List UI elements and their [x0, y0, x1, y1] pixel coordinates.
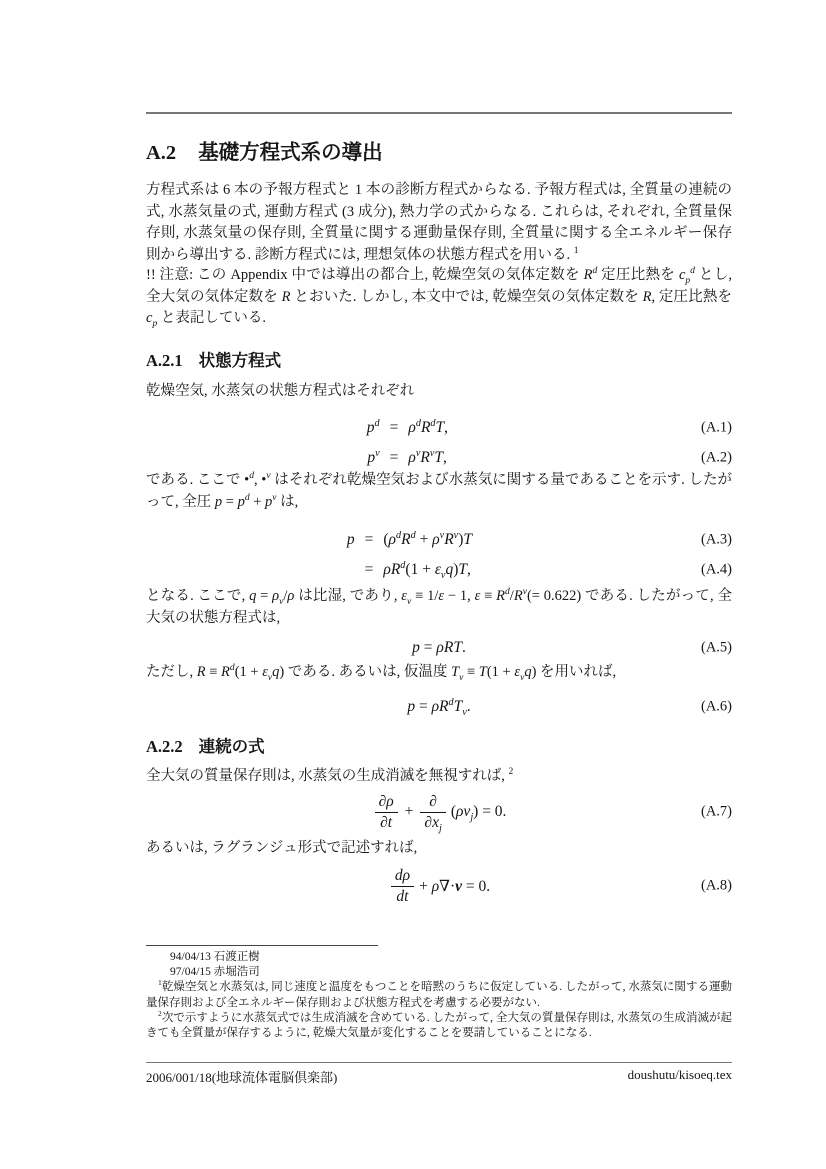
- footnote-rule: [146, 945, 378, 946]
- equation-body: $p = \rho R^dT_v$.: [407, 696, 471, 719]
- equals-sign: =: [389, 419, 399, 436]
- footnote-date-2: 97/04/15 赤堀浩司: [170, 966, 260, 979]
- equation-lhs: p: [346, 531, 355, 548]
- paragraph-note: !! 注意: この Appendix 中では導出の都合上, 乾燥空気の気体定数を $R^d$ 定圧比熱を $c_p^d$ とし, 全大気の気体定数を R とおいた. しかし, 本文中では, 乾燥空気の気体定数を R, 定圧比熱を $c_p$ と表記している.: [146, 265, 733, 330]
- equation-a4: [146, 555, 732, 585]
- paragraph-r-def: ただし, $R \equiv R^d(1 + \varepsilon_vq)$ である. あるいは, 仮温度 $T_v \equiv T(1 + \varepsilon_vq)$ を用いれば,: [146, 662, 617, 683]
- footer-left: 2006/001/18(地球流体電脳倶楽部): [146, 1070, 338, 1085]
- equation-tail: + ρ∇·v = 0.: [419, 877, 491, 895]
- equation-number: (A.2): [700, 449, 732, 466]
- section-title: 基礎方程式系の導出: [198, 142, 383, 164]
- footnote-1: $^1$乾燥空気と水蒸気は, 同じ速度と温度をもつことを暗黙のうちに仮定している. したがって, 水蒸気に関する運動量保存則および全エネルギー保存則および状態方程式を考慮する必要がない.: [146, 978, 732, 1009]
- equation-a1: [146, 413, 732, 443]
- section-heading-a21: [146, 350, 732, 372]
- section-heading-a22: [146, 736, 732, 758]
- paragraph-lagrange-intro: あるいは, ラグランジュ形式で記述すれば,: [146, 840, 418, 856]
- equation-number: (A.1): [700, 419, 732, 436]
- equation-body: p = ρRT.: [412, 639, 466, 656]
- fraction-denominator: dt: [396, 887, 409, 905]
- equation-number: (A.4): [700, 561, 732, 578]
- fraction: [420, 793, 445, 832]
- equation-rhs: $\rho^dR^dT$,: [408, 417, 449, 436]
- equation-a5: [146, 633, 732, 663]
- section-title: 連続の式: [198, 737, 265, 756]
- equation-a2: [146, 443, 732, 473]
- equation-a8: [146, 860, 732, 912]
- equals-sign: =: [364, 531, 374, 548]
- section-number: A.2: [146, 142, 177, 164]
- plus-sign: +: [404, 803, 414, 820]
- equation-a6: [146, 692, 732, 722]
- section-title: 状態方程式: [198, 351, 282, 370]
- equation-lhs: $p^d$: [366, 417, 380, 436]
- fraction: [375, 793, 398, 832]
- footnotes-block: [146, 945, 732, 1041]
- paragraph-intro: 方程式系は 6 本の予報方程式と 1 本の診断方程式からなる. 予報方程式は, 全質量の連続の式, 水蒸気量の式, 運動方程式 (3 成分), 熱力学の式からなる. これらは, それぞれ, 全質量保存則, 水蒸気量の保存則, 全質量に関する運動量保存則, 全質量に関する全エネルギー保存則から導出する. 診断方程式には, 理想気体の状態方程式を用いる. $^1$: [146, 182, 732, 263]
- section-heading-a2: [146, 140, 732, 166]
- fraction-denominator: ∂t: [380, 813, 393, 831]
- footnote-date-1: 94/04/13 石渡正樹: [170, 951, 260, 963]
- equation-rhs: $\rho R^d(1 + \varepsilon_vq)T$,: [383, 559, 471, 582]
- equation-tail: $(\rho v_j) = 0$.: [450, 803, 507, 824]
- equals-sign: =: [364, 561, 374, 578]
- equation-number: (A.5): [700, 639, 732, 656]
- fraction-numerator: ∂ρ: [375, 793, 398, 813]
- equation-a7: [146, 786, 732, 838]
- paragraph-continuity-intro: 全大気の質量保存則は, 水蒸気の生成消滅を無視すれば, $^2$: [146, 766, 514, 784]
- section-number: A.2.1: [146, 351, 183, 370]
- equation-number: (A.6): [700, 698, 732, 715]
- equation-rhs: $(\rho^dR^d + \rho^vR^v)T$: [383, 529, 472, 548]
- section-number: A.2.2: [146, 737, 183, 756]
- footer-rule: [146, 1062, 732, 1063]
- page-footer: [146, 1067, 732, 1086]
- equation-lhs: $p^v$: [367, 447, 380, 466]
- equation-number: (A.7): [700, 803, 732, 820]
- equation-number: (A.8): [700, 877, 732, 894]
- fraction: [391, 867, 414, 906]
- fraction-numerator: ∂: [420, 793, 445, 813]
- equation-number: (A.3): [700, 531, 732, 548]
- footer-right: doushutu/kisoeq.tex: [627, 1067, 732, 1082]
- paragraph-q-note: となる. ここで, $q = \rho_v/\rho$ は比湿, であり, $\varepsilon_v \equiv 1/\varepsilon - 1$, $\varepsilon \equiv R^d/R^v(= 0.622)$ である. したがって, 全大気の状態方程式は,: [146, 586, 733, 626]
- fraction-numerator: dρ: [391, 867, 414, 887]
- paragraph-bullet-note: である. ここで •$^d$, •$^v$ はそれぞれ乾燥空気および水蒸気に関する量であることを示す. したがって, 全圧 $p = p^d + p^v$ は,: [146, 470, 733, 510]
- fraction-denominator: $\partial x_j$: [424, 813, 442, 834]
- equation-a3: [146, 525, 732, 555]
- equation-rhs: $\rho^vR^vT$,: [408, 447, 447, 466]
- paragraph-eos-intro: 乾燥空気, 水蒸気の状態方程式はそれぞれ: [146, 383, 415, 399]
- equals-sign: =: [389, 449, 399, 466]
- footnote-2: $^2$次で示すように水蒸気式では生成消滅を含めている. したがって, 全大気の質量保存則は, 水蒸気の生成消滅が起きても全質量が保存するように, 乾燥大気量が変化することを要請していることになる.: [146, 1008, 732, 1040]
